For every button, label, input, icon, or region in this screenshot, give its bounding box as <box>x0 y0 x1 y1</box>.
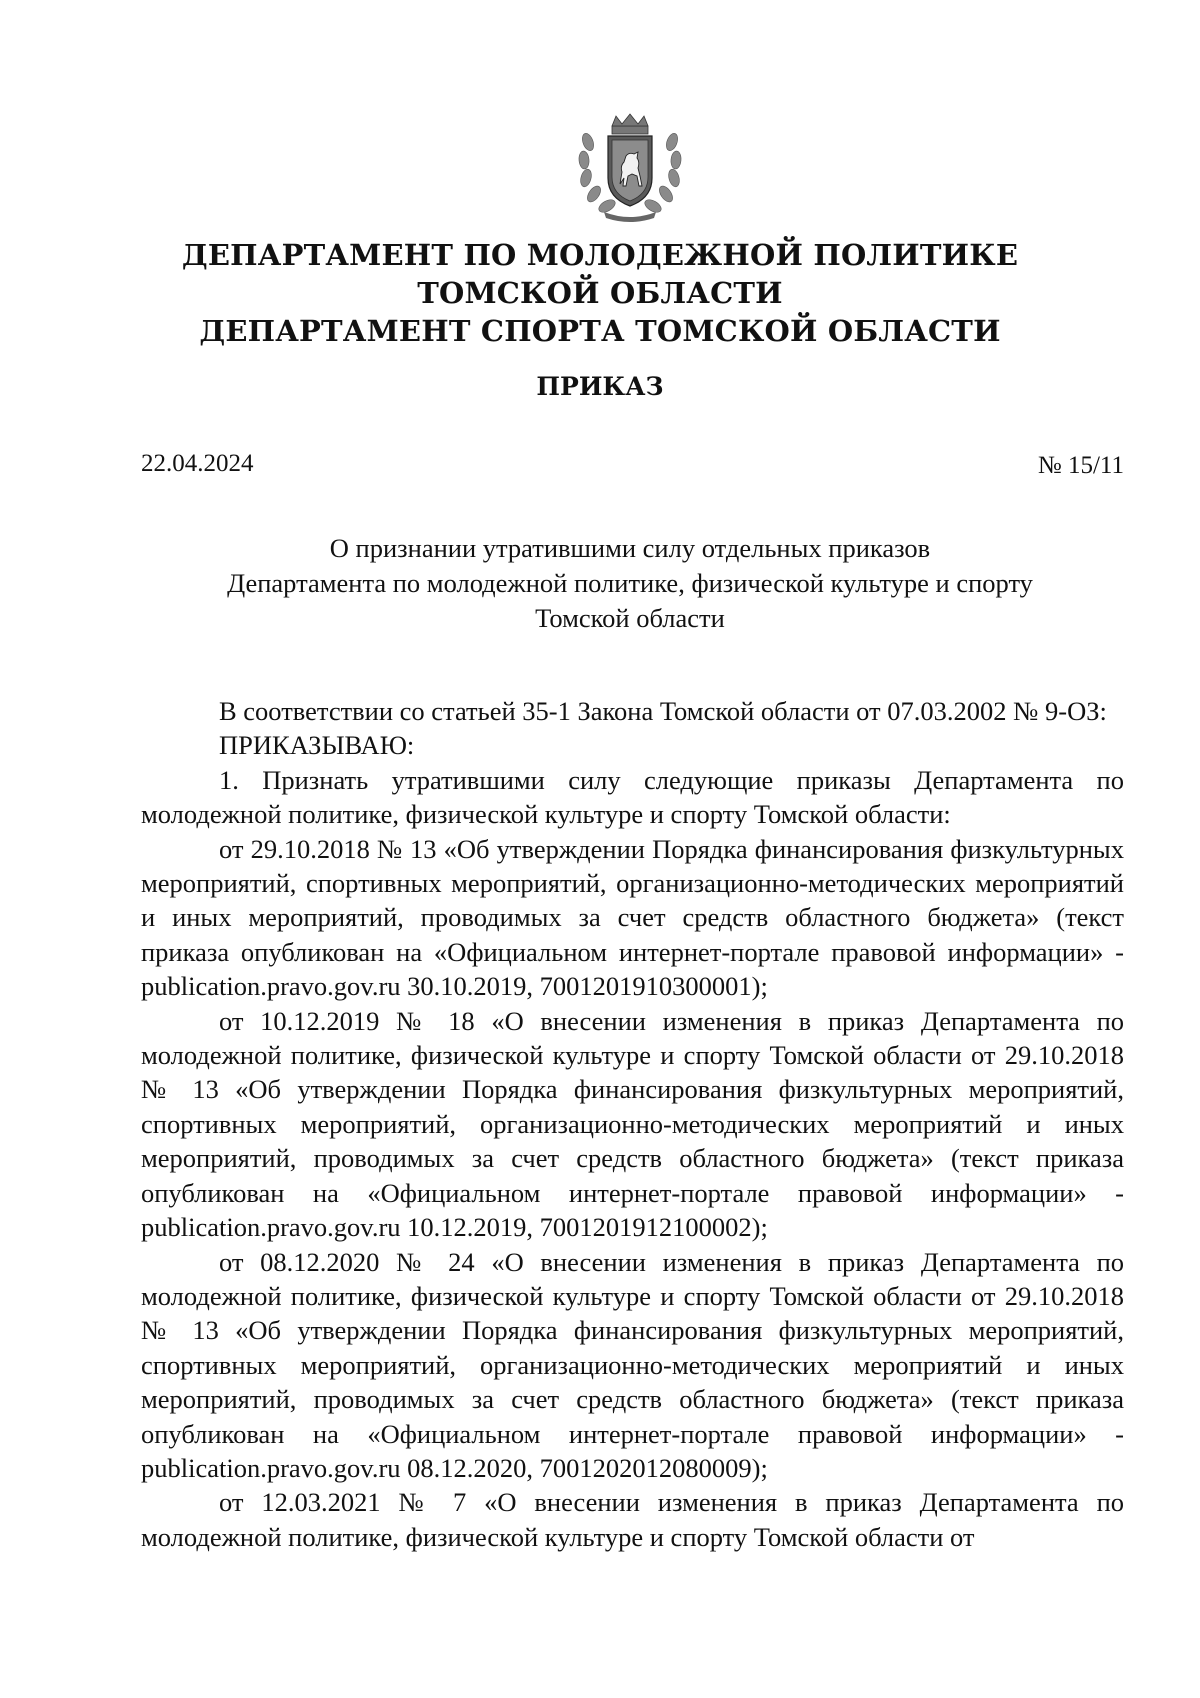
document-date: 22.04.2024 <box>141 450 254 477</box>
subject-line-3: Томской области <box>535 603 725 633</box>
tomsk-coat-of-arms-icon <box>574 112 686 224</box>
order-word: ПРИКАЗЫВАЮ: <box>219 730 415 761</box>
subject-line-1: О признании утратившими силу отдельных приказов <box>329 533 931 563</box>
header-line-3: ДЕПАРТАМЕНТ СПОРТА ТОМСКОЙ ОБЛАСТИ <box>199 314 1001 348</box>
item-1-paragraph: 1. Признать утратившими силу следующие приказы Департамента по молодежной политике, физической культуре и спорту Томской области: <box>141 764 1124 830</box>
sub-item-paragraph-3: от 08.12.2020 № 24 «О внесении изменения в приказ Департамента по молодежной политике, физической культуре и спорту Томской области от 29.10.2018 № 13 «Об утверждении Порядка финансирования физкультурных мероприятий, спортивных мероприятий, организационно-методических мероприятий и иных мероприятий, проводимых за счет средств областного бюджета» (текст приказа опубликован на «Официальном интернет-портале правовой информации» - publication.pravo.gov.ru 08.12.2020, 7001202012080009); <box>141 1246 1124 1483</box>
header-line-2: ТОМСКОЙ ОБЛАСТИ <box>417 276 783 310</box>
document-number: № 15/11 <box>1037 452 1124 479</box>
subject-line-2: Департамента по молодежной политике, физической культуре и спорту <box>227 568 1033 598</box>
organization-header <box>160 236 1040 350</box>
document-subject <box>200 531 1060 636</box>
sub-item-paragraph-4: от 12.03.2021 № 7 «О внесении изменения в приказ Департамента по молодежной политике, физической культуре и спорту Томской области от <box>141 1487 1124 1552</box>
sub-item-paragraph-1: от 29.10.2018 № 13 «Об утверждении Порядка финансирования физкультурных мероприятий, спортивных мероприятий, организационно-методических мероприятий и иных мероприятий, проводимых за счет средств областного бюджета» (текст приказа опубликован на «Официальном интернет-портале правовой информации» - publication.pravo.gov.ru 30.10.2019, 7001201910300001); <box>141 833 1124 1002</box>
header-line-1: ДЕПАРТАМЕНТ ПО МОЛОДЕЖНОЙ ПОЛИТИКЕ <box>181 238 1019 272</box>
document-body <box>141 694 1124 1554</box>
preamble-paragraph: В соответствии со статьей 35-1 Закона Томской области от 07.03.2002 № 9-ОЗ: <box>219 696 1107 726</box>
document-type: ПРИКАЗ <box>536 372 664 401</box>
sub-item-paragraph-2: от 10.12.2019 № 18 «О внесении изменения в приказ Департамента по молодежной политике, физической культуре и спорту Томской области от 29.10.2018 № 13 «Об утверждении Порядка финансирования физкультурных мероприятий, спортивных мероприятий, организационно-методических мероприятий и иных мероприятий, проводимых за счет средств областного бюджета» (текст приказа опубликован на «Официальном интернет-портале правовой информации» - publication.pravo.gov.ru 10.12.2019, 7001201912100002); <box>141 1005 1124 1243</box>
